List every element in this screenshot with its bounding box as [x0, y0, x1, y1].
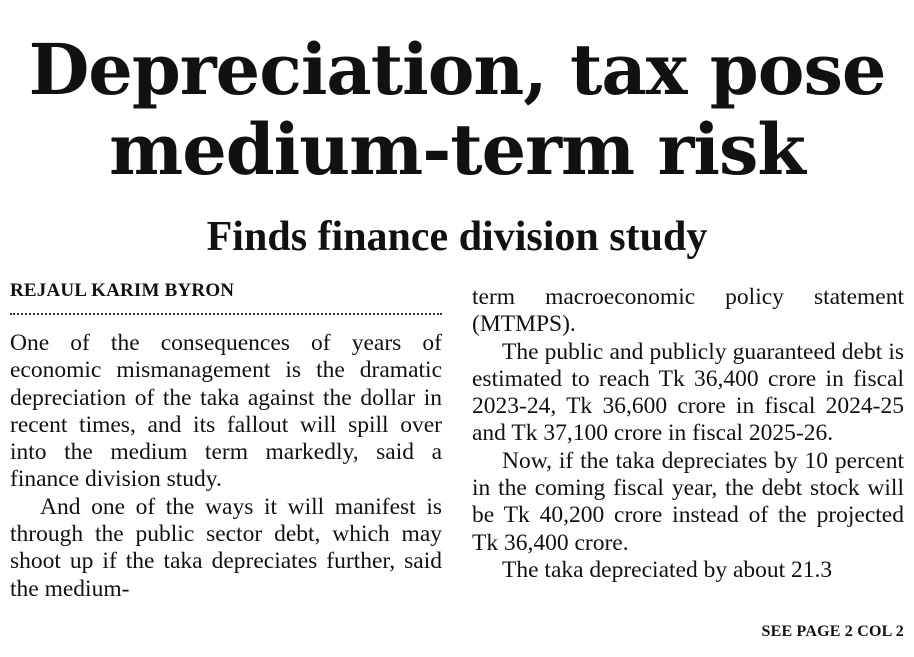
headline-line-2: medium-term risk — [109, 108, 805, 191]
paragraph-5: The taka depreciated by about 21.3 — [502, 556, 833, 583]
byline: REJAUL KARIM BYRON — [10, 280, 235, 301]
continued-on-page-link[interactable]: SEE PAGE 2 COL 2 — [761, 623, 904, 640]
paragraph-3: The public and publicly guaranteed debt is estimated to reach Tk 36,400 crore in fiscal 2023-24, Tk 36,600 crore in fiscal 2024-25 and Tk 37,100 crore in fiscal 2025-26. — [472, 338, 904, 447]
byline-divider — [10, 313, 442, 315]
paragraph-4: Now, if the taka depreciates by 10 percent in the coming fiscal year, the debt stock will be Tk 40,200 crore instead of the projected Tk 36,400 crore. — [472, 447, 904, 556]
subheadline: Finds finance division study — [206, 214, 708, 260]
paragraph-2: And one of the ways it will manifest is through the public sector debt, which may shoot up if the taka depreciates further, said the medium- — [10, 493, 442, 602]
paragraph-1: One of the consequences of years of economic mismanagement is the dramatic depreciation of the taka against the dollar in recent times, and its fallout will spill over into the medium term markedly, said a finance division study. — [10, 330, 442, 493]
headline-line-1: Depreciation, tax pose — [28, 28, 886, 111]
headline — [0, 30, 914, 190]
article-column-right — [472, 284, 904, 584]
paragraph-2-continued: term macroeconomic policy statement (MTMPS). — [472, 284, 904, 338]
article-column-left — [10, 330, 442, 603]
